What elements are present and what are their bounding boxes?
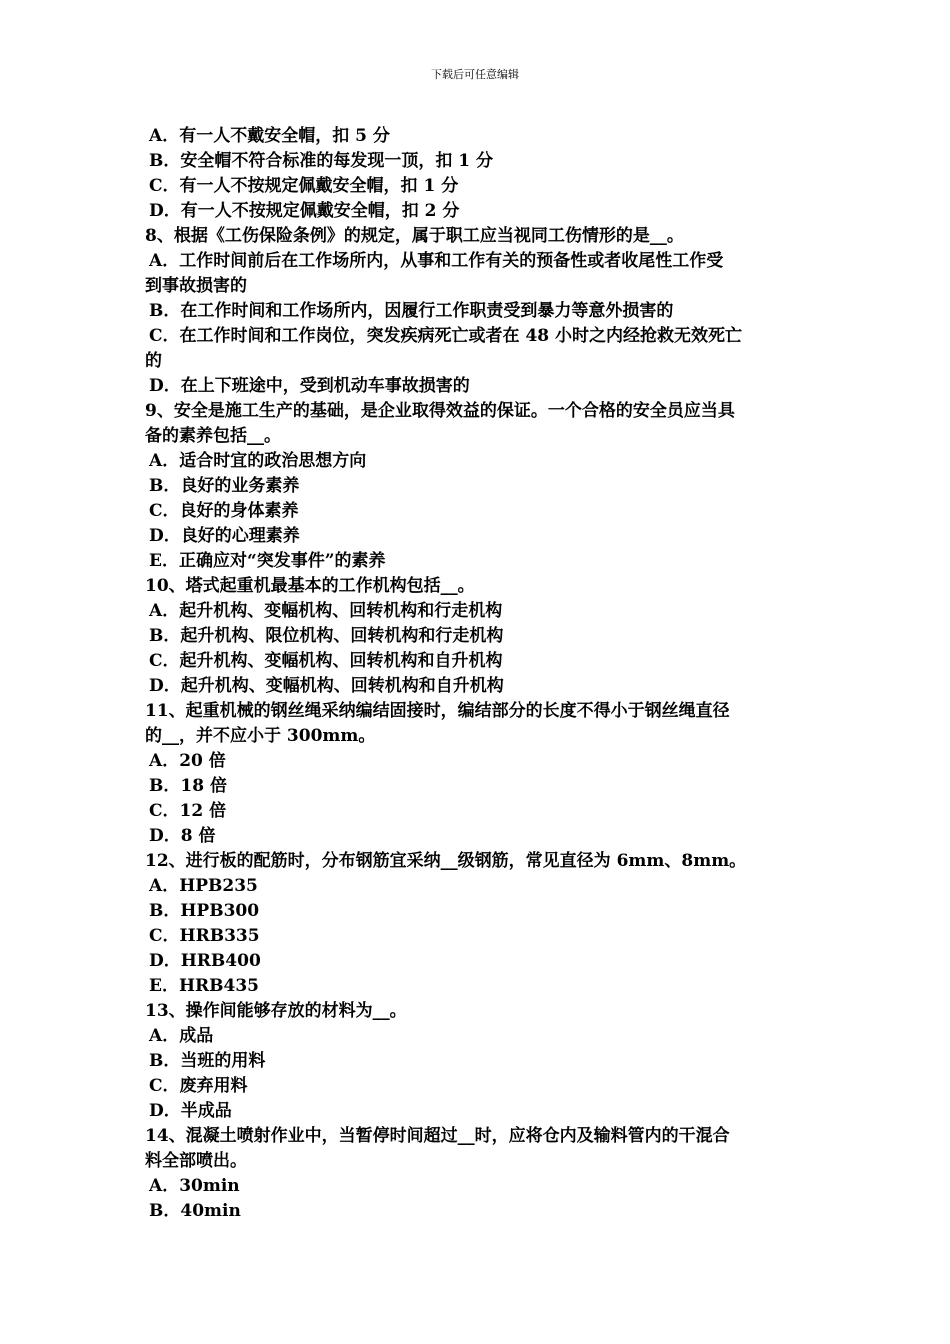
option-line: A．成品: [149, 1026, 214, 1046]
option-line: C．HRB335: [149, 926, 260, 946]
question-continuation: 料全部喷出。: [145, 1151, 247, 1171]
question-continuation: 的__，并不应小于 300mm。: [145, 726, 376, 746]
option-line: C．废弃用料: [149, 1076, 248, 1096]
question-line: 13、操作间能够存放的材料为__。: [145, 1001, 407, 1021]
option-line: A．起升机构、变幅机构、回转机构和行走机构: [149, 601, 503, 621]
option-line: D．良好的心理素养: [149, 526, 300, 546]
question-line: 8、根据《工伤保险条例》的规定，属于职工应当视同工伤情形的是__。: [145, 226, 684, 246]
question-continuation: 备的素养包括__。: [145, 426, 281, 446]
question-line: 14、混凝土喷射作业中，当暂停时间超过__时，应将仓内及输料管内的干混合: [145, 1126, 730, 1146]
option-continuation: 到事故损害的: [145, 276, 247, 296]
option-line: B．HPB300: [149, 901, 260, 921]
option-line: A．30min: [149, 1176, 240, 1196]
option-line: B．安全帽不符合标准的每发现一顶，扣 1 分: [149, 151, 494, 171]
option-line: B．18 倍: [149, 776, 227, 796]
option-line: D．有一人不按规定佩戴安全帽，扣 2 分: [149, 201, 460, 221]
option-line: B．良好的业务素养: [149, 476, 300, 496]
option-line: C．在工作时间和工作岗位，突发疾病死亡或者在 48 小时之内经抢救无效死亡: [149, 326, 743, 346]
option-line: D．HRB400: [149, 951, 261, 971]
question-line: 12、进行板的配筋时，分布钢筋宜采纳__级钢筋，常见直径为 6mm、8mm。: [145, 851, 747, 871]
option-line: C．12 倍: [149, 801, 227, 821]
option-line: B．在工作时间和工作场所内，因履行工作职责受到暴力等意外损害的: [149, 301, 674, 321]
option-line: D．8 倍: [149, 826, 216, 846]
option-line: B．当班的用料: [149, 1051, 266, 1071]
page-header: 下载后可任意编辑: [431, 68, 519, 81]
option-line: D．起升机构、变幅机构、回转机构和自升机构: [149, 676, 504, 696]
option-line: A．工作时间前后在工作场所内，从事和工作有关的预备性或者收尾性工作受: [149, 251, 724, 271]
option-line: C．有一人不按规定佩戴安全帽，扣 1 分: [149, 176, 459, 196]
question-line: 11、起重机械的钢丝绳采纳编结固接时，编结部分的长度不得小于钢丝绳直径: [145, 701, 730, 721]
option-line: B．40min: [149, 1201, 241, 1221]
option-line: C．良好的身体素养: [149, 501, 299, 521]
option-line: B．起升机构、限位机构、回转机构和行走机构: [149, 626, 504, 646]
option-line: A．HPB235: [149, 876, 258, 896]
option-line: A．20 倍: [149, 751, 226, 771]
option-line: D．在上下班途中，受到机动车事故损害的: [149, 376, 470, 396]
question-line: 10、塔式起重机最基本的工作机构包括__。: [145, 576, 475, 596]
option-continuation: 的: [145, 351, 162, 371]
document-body: [145, 124, 810, 1224]
option-line: C．起升机构、变幅机构、回转机构和自升机构: [149, 651, 503, 671]
option-line: A．有一人不戴安全帽，扣 5 分: [149, 126, 390, 146]
question-line: 9、安全是施工生产的基础，是企业取得效益的保证。一个合格的安全员应当具: [145, 401, 735, 421]
option-line: D．半成品: [149, 1101, 232, 1121]
option-line: E．HRB435: [149, 976, 260, 996]
option-line: A．适合时宜的政治思想方向: [149, 451, 367, 471]
option-line: E．正确应对“突发事件”的素养: [149, 551, 386, 571]
